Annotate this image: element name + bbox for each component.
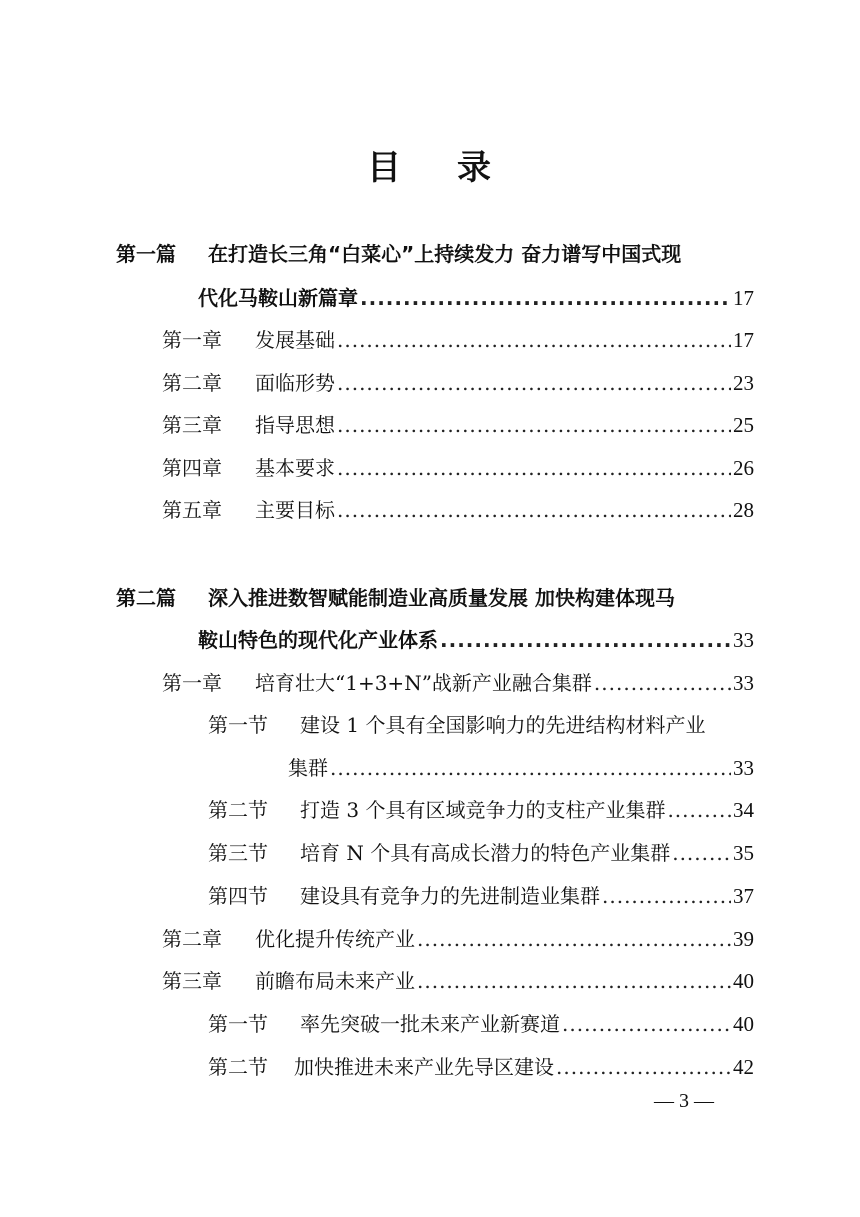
- page-number: 17: [733, 328, 754, 352]
- section-label: 第二节: [208, 798, 268, 822]
- leader-dots: [594, 669, 731, 697]
- chapter-label: 第二章: [162, 927, 222, 951]
- section-label: 第四节: [208, 884, 268, 908]
- leader-dots: [556, 1053, 731, 1081]
- part-2-title-line1: 深入推进数智赋能制造业高质量发展 加快构建体现马: [208, 586, 675, 610]
- chapter-title: 前瞻布局未来产业: [255, 969, 415, 993]
- part-2-label: 第二篇: [116, 586, 176, 610]
- leader-dots: [337, 369, 731, 397]
- chapter-label: 第四章: [162, 456, 222, 480]
- toc-entry-part-2[interactable]: [198, 626, 754, 654]
- page-number: 25: [733, 413, 754, 437]
- page-number: 28: [733, 498, 754, 522]
- section-title: 加快推进未来产业先导区建设: [294, 1055, 554, 1079]
- page-number: 40: [733, 1012, 754, 1036]
- leader-dots: [337, 496, 731, 524]
- section-label: 第三节: [208, 841, 268, 865]
- toc-entry-section[interactable]: [208, 882, 754, 910]
- chapter-title: 面临形势: [255, 371, 335, 395]
- page-number: 33: [733, 671, 754, 695]
- leader-dots: [672, 839, 731, 867]
- leader-dots: [417, 967, 731, 995]
- part-2-heading: [116, 584, 675, 612]
- section-label: 第一节: [208, 713, 268, 737]
- toc-entry-chapter[interactable]: [162, 326, 754, 354]
- section-heading: [208, 711, 705, 739]
- page-number: 17: [733, 286, 754, 310]
- page-number: 23: [733, 371, 754, 395]
- leader-dots: [417, 925, 731, 953]
- section-title: 打造 3 个具有区域竞争力的支柱产业集群: [300, 798, 666, 822]
- toc-entry-chapter[interactable]: [162, 369, 754, 397]
- title-left: 目: [367, 148, 403, 188]
- toc-entry-section[interactable]: [208, 839, 754, 867]
- toc-entry-section[interactable]: [288, 754, 754, 782]
- chapter-label: 第一章: [162, 671, 222, 695]
- page-number: 35: [733, 841, 754, 865]
- chapter-title: 优化提升传统产业: [255, 927, 415, 951]
- section-label: 第二节: [208, 1055, 268, 1079]
- page-number: 39: [733, 927, 754, 951]
- leader-dots: [360, 284, 731, 312]
- chapter-title: 主要目标: [255, 498, 335, 522]
- toc-entry-chapter[interactable]: [162, 496, 754, 524]
- page-number: 40: [733, 969, 754, 993]
- leader-dots: [602, 882, 731, 910]
- section-label: 第一节: [208, 1012, 268, 1036]
- page-number: 42: [733, 1055, 754, 1079]
- leader-dots: [667, 796, 731, 824]
- chapter-label: 第二章: [162, 371, 222, 395]
- page-number: 26: [733, 456, 754, 480]
- toc-entry-chapter[interactable]: [162, 411, 754, 439]
- toc-entry-section[interactable]: [208, 1010, 754, 1038]
- toc-entry-chapter[interactable]: [162, 454, 754, 482]
- section-title: 建设具有竞争力的先进制造业集群: [300, 884, 600, 908]
- leader-dots: [330, 754, 731, 782]
- section-title: 培育 N 个具有高成长潜力的特色产业集群: [300, 841, 671, 865]
- part-1-heading: [116, 240, 681, 268]
- toc-entry-section[interactable]: [208, 1053, 754, 1081]
- part-1-title-line1: 在打造长三角“白菜心”上持续发力 奋力谱写中国式现: [208, 242, 682, 266]
- toc-entry-chapter[interactable]: [162, 925, 754, 953]
- leader-dots: [337, 326, 731, 354]
- leader-dots: [337, 454, 731, 482]
- toc-entry-chapter[interactable]: [162, 967, 754, 995]
- part-2-title-line2: 鞍山特色的现代化产业体系: [198, 628, 438, 652]
- leader-dots: [562, 1010, 731, 1038]
- part-1-title-line2: 代化马鞍山新篇章: [198, 286, 358, 310]
- chapter-label: 第三章: [162, 413, 222, 437]
- chapter-label: 第三章: [162, 969, 222, 993]
- page-number: 34: [733, 798, 754, 822]
- chapter-label: 第五章: [162, 498, 222, 522]
- section-title-line1: 建设 1 个具有全国影响力的先进结构材料产业: [300, 713, 706, 737]
- chapter-title: 指导思想: [255, 413, 335, 437]
- page-footer: — 3 —: [654, 1090, 714, 1112]
- chapter-title: 培育壮大“1+3+N”战新产业融合集群: [255, 671, 592, 695]
- leader-dots: [337, 411, 731, 439]
- page-number: 33: [733, 628, 754, 652]
- part-1-label: 第一篇: [116, 242, 176, 266]
- toc-entry-part-1[interactable]: [198, 284, 754, 312]
- chapter-title: 发展基础: [255, 328, 335, 352]
- chapter-label: 第一章: [162, 328, 222, 352]
- chapter-title: 基本要求: [255, 456, 335, 480]
- page-title: [0, 140, 860, 189]
- page-number: 33: [733, 756, 754, 780]
- leader-dots: [440, 626, 731, 654]
- page-number: 37: [733, 884, 754, 908]
- section-title: 率先突破一批未来产业新赛道: [300, 1012, 560, 1036]
- toc-entry-section[interactable]: [208, 796, 754, 824]
- toc-entry-chapter[interactable]: [162, 669, 754, 697]
- title-right: 录: [457, 148, 493, 188]
- section-title-line2: 集群: [288, 756, 328, 780]
